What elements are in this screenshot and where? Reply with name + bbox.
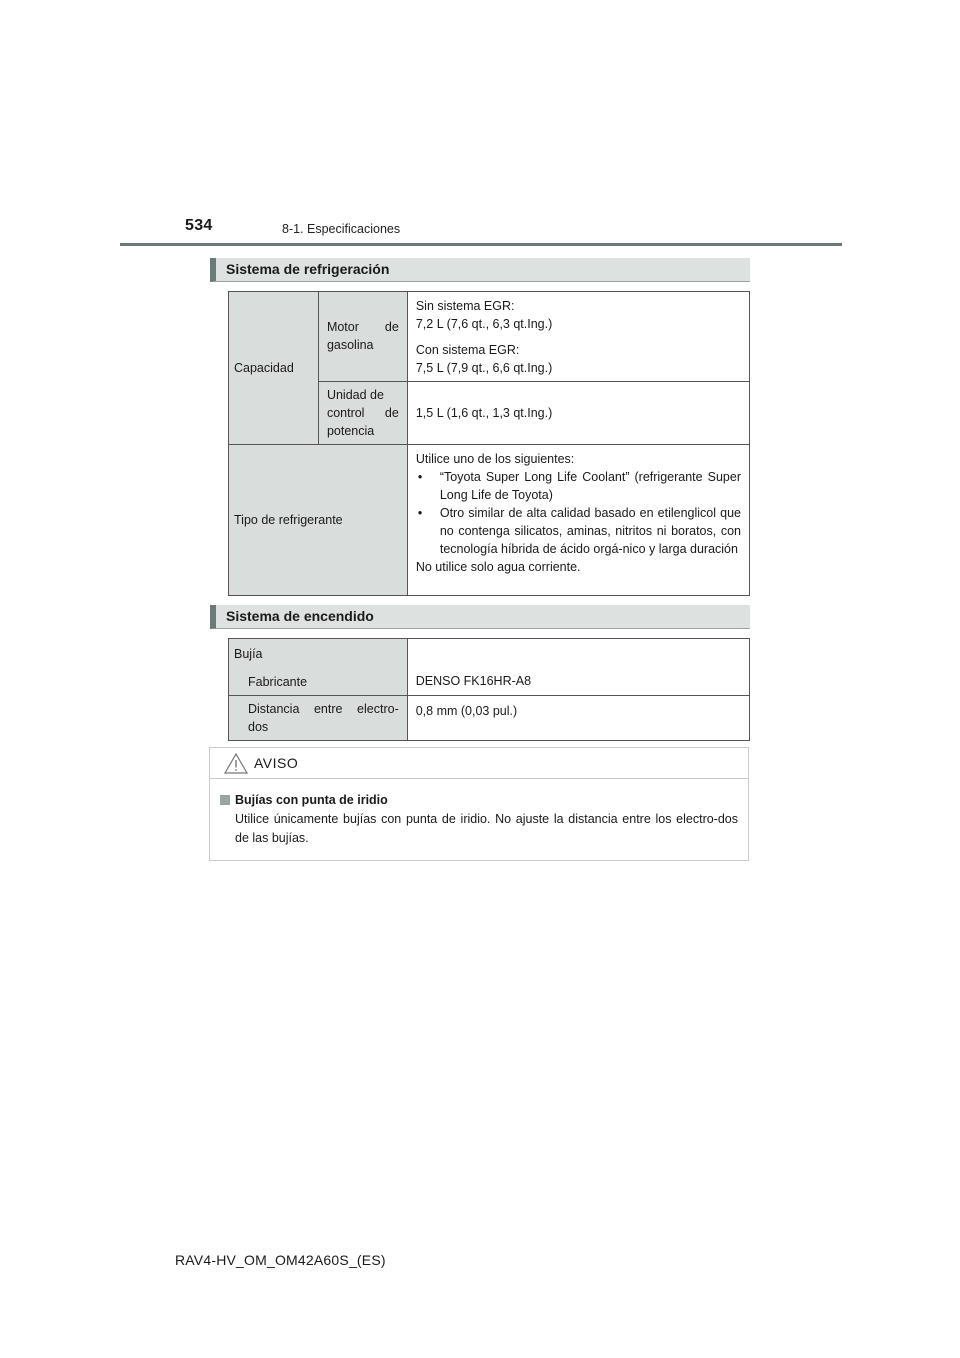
table-row (229, 696, 750, 741)
manufacturer-label: Fabricante (248, 675, 308, 689)
ignition-system-table (228, 638, 750, 741)
notice-item-heading (220, 791, 738, 810)
notice-header (210, 748, 748, 779)
coolant-type-cell (407, 445, 749, 596)
table-row (229, 639, 750, 696)
notice-body (210, 779, 748, 848)
page-number: 534 (185, 217, 213, 234)
capacity-label: Capacidad (229, 292, 319, 445)
list-item: • “Toyota Super Long Life Coolant” (refrigerante Super Long Life de Toyota) (416, 468, 741, 504)
notice-box (209, 747, 749, 861)
notice-item-title: Bujías con punta de iridio (235, 793, 388, 807)
header-rule (120, 243, 842, 246)
manufacturer-value: DENSO FK16HR-A8 (407, 639, 749, 696)
coolant-type-label: Tipo de refrigerante (229, 445, 408, 596)
section-header: 8-1. Especificaciones (282, 222, 401, 236)
notice-item-text: Utilice únicamente bujías con punta de iridio. No ajuste la distancia entre los electro-dos de las bujías. (235, 812, 738, 845)
gap-value: 0,8 mm (0,03 pul.) (407, 696, 749, 741)
coolant-note: No utilice solo agua corriente. (415, 560, 581, 574)
pcu-value: 1,5 L (1,6 qt., 1,3 qt.Ing.) (407, 382, 749, 445)
with-egr-label: Con sistema EGR: (415, 343, 520, 357)
table-row (229, 292, 750, 382)
gasoline-engine-label: Motor de gasolina (318, 292, 407, 382)
with-egr-value: 7,5 L (7,9 qt., 6,6 qt.Ing.) (415, 361, 553, 375)
pcu-label: Unidad de control de potencia (318, 382, 407, 445)
square-bullet-icon (220, 795, 230, 805)
table-row (229, 445, 750, 596)
spark-plug-label: Bujía (234, 647, 263, 661)
without-egr-label: Sin sistema EGR: (415, 299, 515, 313)
cooling-system-table (228, 291, 750, 596)
gasoline-capacity-cell (407, 292, 749, 382)
list-item: • Otro similar de alta calidad basado en etilenglicol que no contenga silicatos, aminas, nitritos ni boratos, con tecnología híbrida de ácido orgá-nico y larga duración (416, 504, 741, 558)
footer-code: RAV4-HV_OM_OM42A60S_(ES) (175, 1252, 386, 1268)
coolant-options-list (416, 468, 741, 558)
without-egr-value: 7,2 L (7,6 qt., 6,3 qt.Ing.) (415, 317, 553, 331)
ignition-system-title: Sistema de encendido (210, 605, 750, 629)
coolant-intro: Utilice uno de los siguientes: (415, 452, 575, 466)
gap-label: Distancia entre electro- dos (229, 696, 408, 741)
spark-plug-cell (229, 639, 408, 696)
notice-title: AVISO (254, 755, 299, 771)
cooling-system-title: Sistema de refrigeración (210, 258, 750, 282)
warning-triangle-icon (224, 753, 248, 774)
